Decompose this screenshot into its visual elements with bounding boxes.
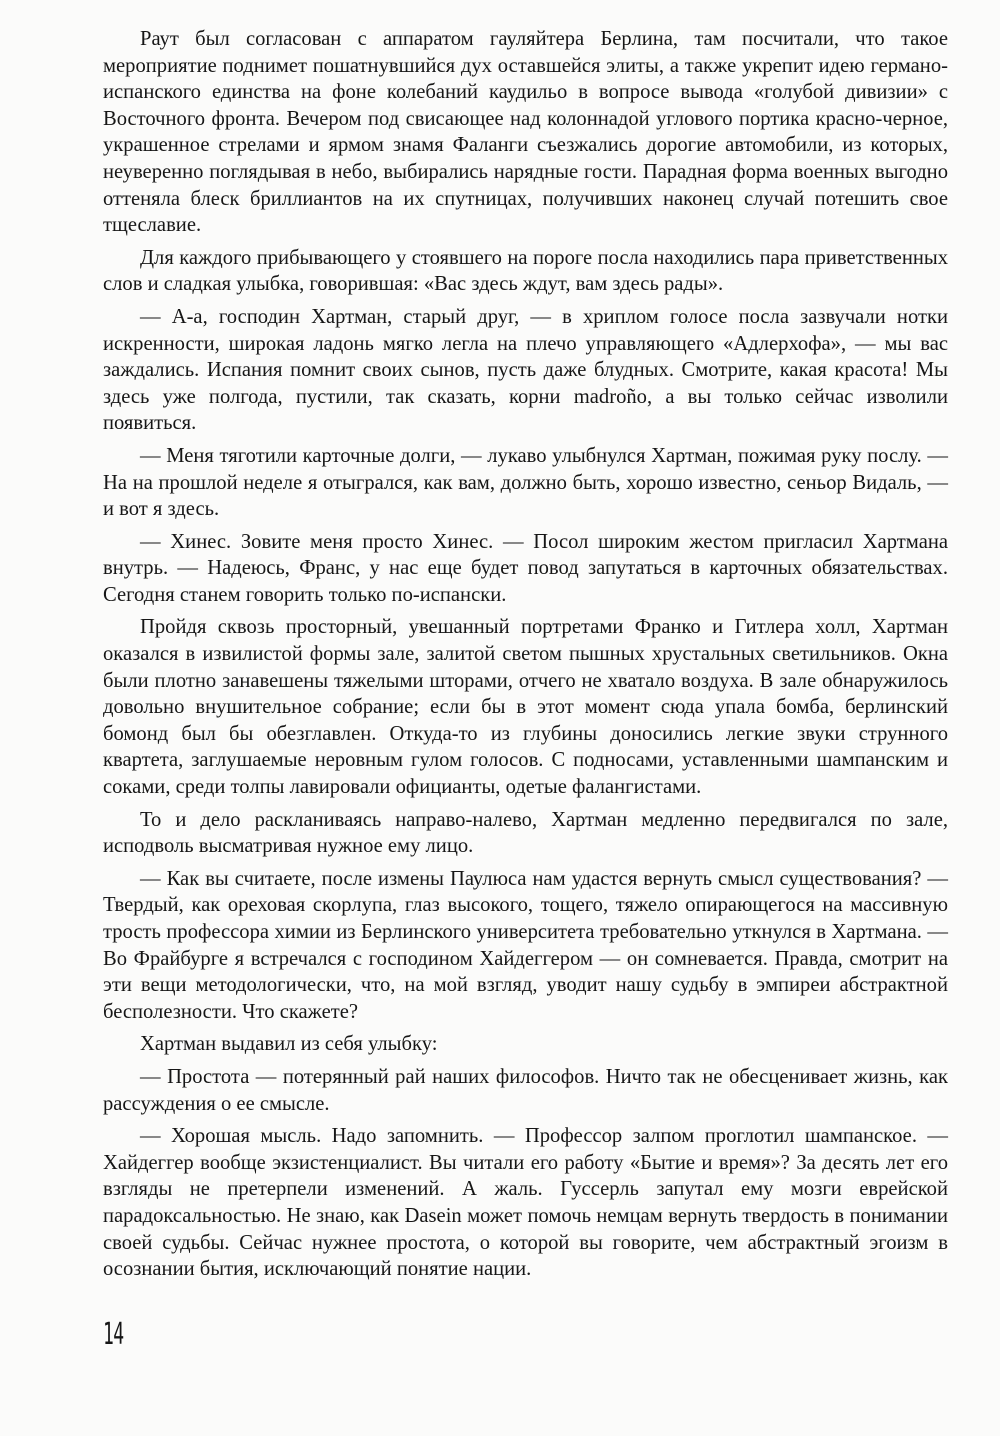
paragraph: То и дело раскланиваясь направо-налево, Хартман медленно передвигался по зале, исподволь высматривая нужное ему лицо. [103,808,948,858]
paragraph: — Хорошая мысль. Надо запомнить. — Профессор залпом проглотил шампанское. — Хайдеггер вообще экзистенциалист. Вы читали его работу «Бытие и время»? За десять лет его взгляды не претерпели изменений. А жаль. Гуссерль запутал ему мозги еврейской парадоксальностью. Не знаю, как Dasein может помочь немцам вернуть твердость в понимании своей судьбы. Сейчас нужнее простота, о которой вы говорите, чем абстрактный эгоизм в осознании бытия, исключающий понятие нации. [103,1125,948,1281]
paragraph: — Как вы считаете, после измены Паулюса нам удастся вернуть смысл существования? — Твердый, как ореховая скорлупа, глаз высокого, тощего, тяжело опирающегося на массивную трость профессора химии из Берлинского университета требовательно уткнулся в Хартмана. — Во Фрайбурге я встречался с господином Хайдеггером — он сомневается. Правда, смотрит на эти вещи методологически, что, на мой взгляд, уводит нашу судьбу в эмпиреи абстрактной бесполезности. Что скажете? [103,867,948,1023]
paragraph: — Меня тяготили карточные долги, — лукаво улыбнулся Хартман, пожимая руку послу. — На на прошлой неделе я отыгрался, как вам, должно быть, хорошо известно, сеньор Видаль, — и вот я здесь. [103,444,948,521]
text-body [103,26,948,1289]
paragraph: Раут был согласован с аппаратом гауляйтера Берлина, там посчитали, что такое мероприятие поднимет пошатнувшийся дух оставшейся элиты, а также укрепит идею германо-испанского единства на фоне колебаний каудильо в вопросе вывода «голубой дивизии» с Восточного фронта. Вечером под свисающее над колоннадой углового портика красно-черное, украшенное стрелами и ярмом знамя Фаланги съезжались дорогие автомобили, из которых, неуверенно поглядывая в небо, выбирались нарядные гости. Парадная форма военных выгодно оттеняла блеск бриллиантов на их спутницах, получивших наконец случай потешить свое тщеславие. [103,28,948,237]
paragraph: — А-а, господин Хартман, старый друг, — в хриплом голосе посла зазвучали нотки искренности, широкая ладонь мягко легла на плечо управляющего «Адлерхофа», — мы вас заждались. Испания помнит своих сынов, пусть даже блудных. Смотрите, какая красота! Мы здесь уже полгода, пустили, так сказать, корни madroño, а вы только сейчас изволили появиться. [103,305,948,435]
paragraph: — Простота — потерянный рай наших философов. Ничто так не обесценивает жизнь, как рассуждения о ее смысле. [103,1065,948,1115]
paragraph: Пройдя сквозь просторный, увешанный портретами Франко и Гитлера холл, Хартман оказался в извилистой формы зале, залитой светом пышных хрустальных светильников. Окна были плотно занавешены тяжелыми шторами, отчего не хватало воздуха. В зале обнаружилось довольно внушительное собрание; если бы в этот момент сюда упала бомба, берлинский бомонд был бы обезглавлен. Откуда-то из глубины доносились легкие звуки струнного квартета, заглушаемые неровным гулом голосов. С подносами, уставленными шампанским и соками, среди толпы лавировали официанты, одетые фалангистами. [103,616,948,799]
paragraph: — Хинес. Зовите меня просто Хинес. — Посол широким жестом пригласил Хартмана внутрь. — Надеюсь, Франс, у нас еще будет повод запутаться в карточных обязательствах. Сегодня станем говорить только по-испански. [103,530,948,606]
paragraph: Для каждого прибывающего у стоявшего на пороге посла находились пара приветственных слов и сладкая улыбка, говорившая: «Вас здесь ждут, вам здесь рады». [103,246,948,296]
page-number: 14 [103,1317,124,1352]
paragraph: Хартман выдавил из себя улыбку: [140,1033,438,1056]
